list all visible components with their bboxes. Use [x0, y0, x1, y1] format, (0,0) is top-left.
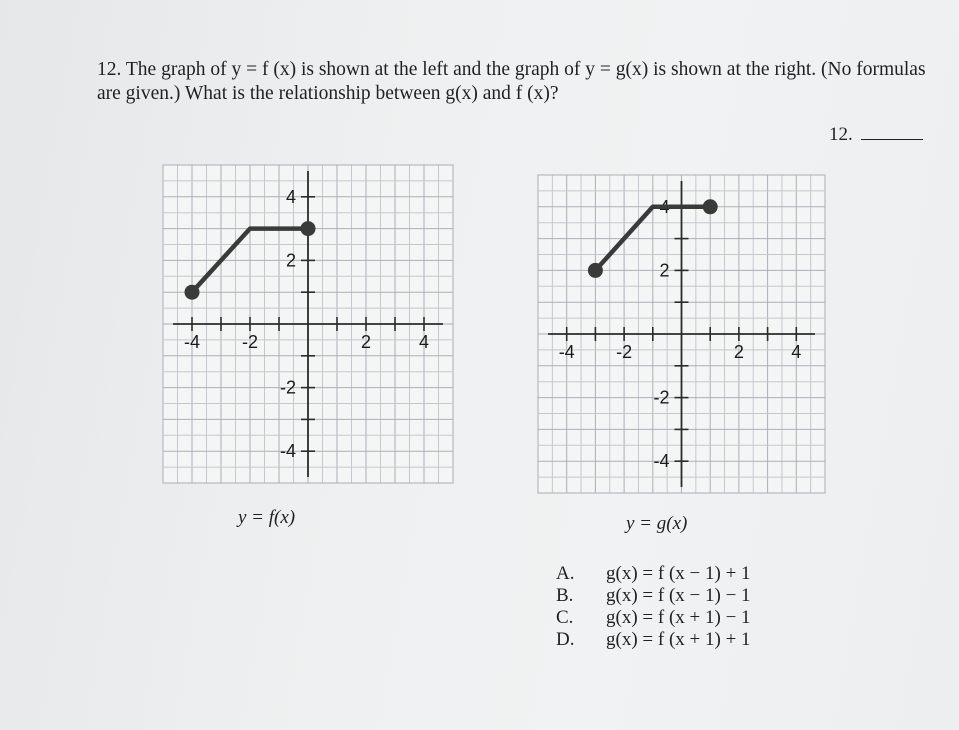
- question-text: 12. The graph of y = f (x) is shown at the left and the graph of y = g(x) is shown at the right. (No formulas are given.) What is the relationship between g(x) and f (x)?: [97, 59, 926, 104]
- answer-blank[interactable]: [829, 124, 923, 146]
- endpoint-dot: [301, 221, 316, 236]
- choice-b[interactable]: [556, 585, 751, 607]
- graph-f: [163, 165, 453, 483]
- choice-letter: A.: [556, 563, 575, 584]
- x-tick-label: -2: [241, 332, 259, 352]
- answer-line: [861, 125, 923, 140]
- x-tick-label: 4: [418, 332, 430, 352]
- y-tick-label: -4: [279, 441, 296, 462]
- endpoint-dot: [703, 199, 718, 214]
- choice-letter: D.: [556, 629, 575, 650]
- choice-d[interactable]: [556, 629, 751, 651]
- endpoint-dot: [185, 285, 200, 300]
- answer-label: 12.: [829, 124, 853, 145]
- choice-text: g(x) = f (x + 1) + 1: [606, 629, 751, 650]
- y-tick-label: 2: [285, 250, 296, 271]
- caption-g: y = g(x): [626, 513, 688, 534]
- answer-choices: [556, 563, 751, 651]
- choice-letter: C.: [556, 607, 574, 628]
- y-tick-label: -4: [653, 451, 670, 472]
- y-tick-label: -2: [279, 377, 296, 398]
- y-tick-label: 4: [285, 186, 296, 207]
- caption-f: y = f(x): [238, 507, 296, 528]
- choice-a[interactable]: [556, 563, 751, 585]
- choice-text: g(x) = f (x − 1) + 1: [606, 563, 751, 584]
- x-tick-label: -4: [183, 332, 201, 352]
- y-tick-label: -2: [653, 387, 670, 408]
- choice-text: g(x) = f (x + 1) − 1: [606, 607, 751, 628]
- choice-letter: B.: [556, 585, 574, 606]
- endpoint-dot: [588, 263, 603, 278]
- y-tick-label: 4: [659, 196, 670, 217]
- x-tick-label: -4: [558, 342, 575, 362]
- x-tick-label: -2: [616, 342, 633, 362]
- x-tick-label: 2: [360, 332, 372, 352]
- choice-text: g(x) = f (x − 1) − 1: [606, 585, 751, 606]
- x-tick-label: 4: [791, 342, 802, 362]
- x-tick-label: 2: [733, 342, 744, 362]
- y-tick-label: 2: [659, 260, 670, 281]
- graph-g: [538, 175, 825, 493]
- choice-c[interactable]: [556, 607, 751, 629]
